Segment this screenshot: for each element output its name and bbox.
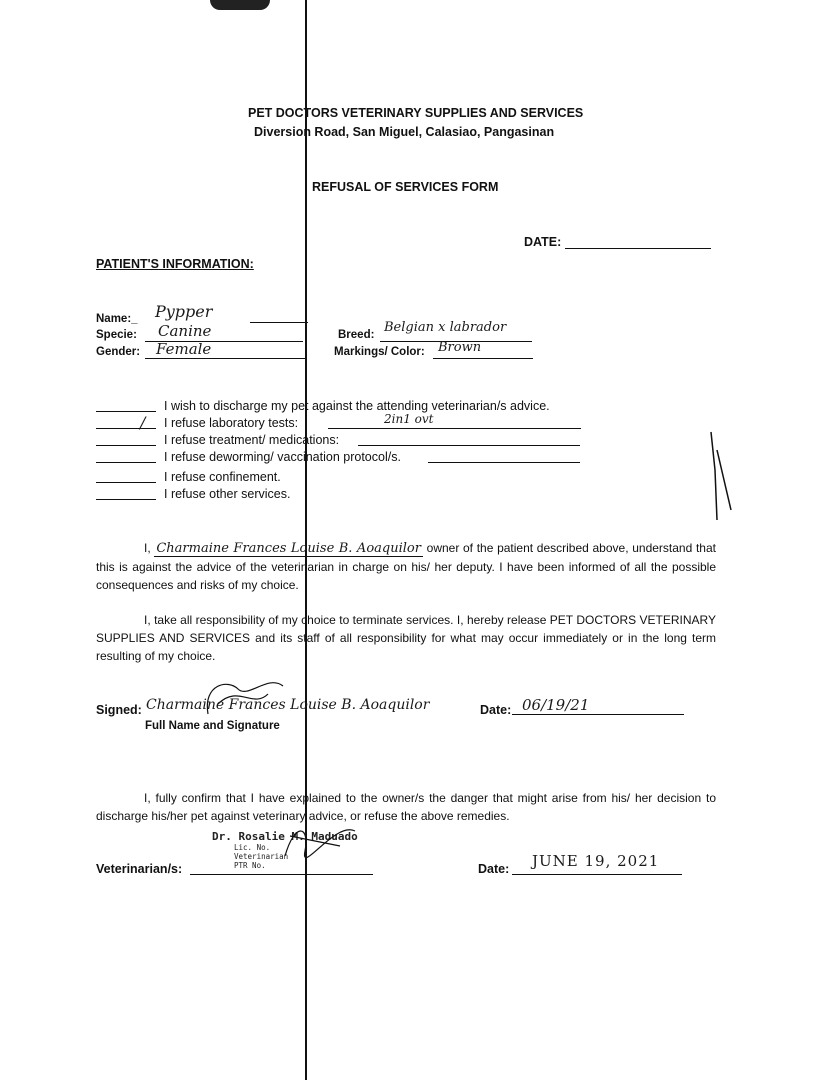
stamp-line-3: Veterinarian (234, 852, 289, 861)
option-4-text: I refuse deworming/ vaccination protocol/s. (164, 450, 401, 464)
breed-value: Belgian x labrador (384, 320, 507, 335)
patient-section-title: PATIENT'S INFORMATION: (96, 257, 254, 271)
statement-1 (96, 539, 716, 594)
vet-date-label: Date: (478, 862, 510, 876)
name-value[interactable]: Pypper (155, 302, 213, 321)
option-1-text: I wish to discharge my pet against the attending veterinarian/s advice. (164, 399, 550, 413)
signed-date-label: Date: (480, 703, 512, 717)
gender-label: Gender: (96, 346, 141, 358)
vet-signature-scribble (280, 816, 360, 861)
option-5-check[interactable] (96, 482, 156, 483)
signature-scribble (198, 674, 288, 719)
option-5-text: I refuse confinement. (164, 470, 281, 484)
statement-1-rest: owner of the patient described above, understand that this is against the advice of the veterinarian in charge on his/ her deputy. I have been informed of all the possible consequences and risks of my choice. (96, 541, 716, 592)
signed-label: Signed: (96, 703, 142, 717)
form-title: REFUSAL OF SERVICES FORM (312, 180, 499, 194)
scan-blot (210, 0, 270, 10)
option-2-mark: / (140, 413, 146, 432)
statement-3: I, fully confirm that I have explained to the owner/s the danger that might arise from his/ her decision to discharge his/her pet against veterinary advice, or refuse the above remedies. (96, 791, 716, 823)
option-3-field[interactable] (358, 431, 580, 446)
gender-value: Female (156, 340, 212, 358)
statement-2: I, take all responsibility of my choice to terminate services. I, hereby release PET DOCTORS VETERINARY SUPPLIES AND SERVICES and its staff of all responsibility for what may occur immediately or in the long term resulting of my choice. (96, 613, 716, 663)
margin-scribble (705, 430, 735, 525)
breed-label: Breed: (338, 329, 375, 341)
company-address: Diversion Road, San Miguel, Calasiao, Pangasinan (254, 125, 555, 139)
option-3-text: I refuse treatment/ medications: (164, 433, 340, 447)
option-2-field[interactable] (328, 414, 581, 429)
option-1-check[interactable] (96, 411, 156, 412)
specie-label: Specie: (96, 329, 137, 341)
signed-date-value: 06/19/21 (522, 696, 590, 714)
option-4-check[interactable] (96, 462, 156, 463)
stamp-line-2: Lic. No. (234, 843, 271, 852)
name-label: Name:_ (96, 313, 138, 325)
statement-1-prefix: I, (144, 541, 151, 555)
stamp-line-1: Dr. Rosalie M. Maduado (212, 830, 358, 843)
vet-field[interactable] (190, 860, 373, 875)
date-field[interactable] (565, 234, 711, 249)
date-label: DATE: (524, 235, 562, 249)
option-2-check[interactable] (96, 428, 156, 429)
markings-label: Markings/ Color: (334, 346, 425, 358)
signed-value[interactable]: Charmaine Frances Louise B. Aoaquilor (146, 697, 430, 713)
option-3-check[interactable] (96, 445, 156, 446)
option-4-field[interactable] (428, 448, 580, 463)
company-name: PET DOCTORS VETERINARY SUPPLIES AND SERVICES (248, 106, 584, 120)
option-2-text: I refuse laboratory tests: (164, 416, 299, 430)
stamp-line-4: PTR No. (234, 861, 266, 870)
vet-date-value: JUNE 19, 2021 (532, 852, 660, 870)
option-2-extra: 2in1 ovt (384, 412, 434, 426)
option-6-text: I refuse other services. (164, 487, 291, 501)
signed-caption: Full Name and Signature (145, 720, 280, 732)
owner-name-field[interactable]: Charmaine Frances Louise B. Aoaquilor (156, 541, 421, 556)
vet-label: Veterinarian/s: (96, 862, 183, 876)
option-6-check[interactable] (96, 499, 156, 500)
name-field-line (250, 310, 308, 323)
markings-value: Brown (438, 340, 482, 355)
specie-value: Canine (158, 322, 212, 340)
